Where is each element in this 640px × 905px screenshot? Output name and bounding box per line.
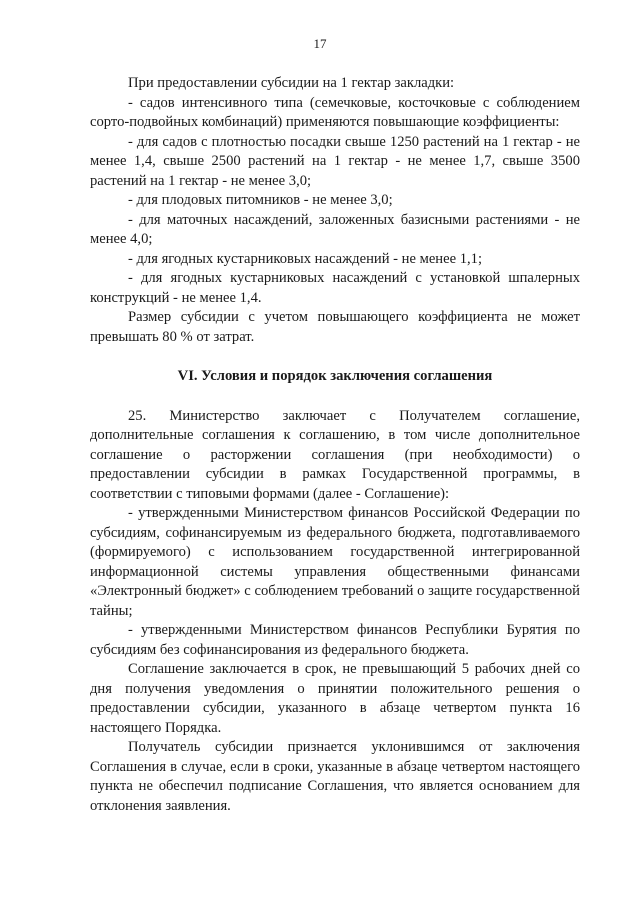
paragraph: - садов интенсивного типа (семечковые, косточковые с соблюдением сорто-подвойных комбинаций) применяются повышающие коэффициенты: bbox=[90, 94, 580, 130]
paragraph: Получатель субсидии признается уклонившимся от заключения Соглашения в случае, если в сроки, указанные в абзаце четвертом настоящего пункта не обеспечил подписание Соглашения, что является основанием для отклонения заявления. bbox=[90, 739, 580, 814]
section-heading: VI. Условия и порядок заключения соглашения bbox=[177, 368, 493, 384]
paragraph: Соглашение заключается в срок, не превышающий 5 рабочих дней со дня получения уведомления о принятии положительного решения о предоставлении субсидии, указанного в абзаце четвертом пункта 16 настоящего Порядка. bbox=[90, 661, 580, 736]
paragraph: - для ягодных кустарниковых насаждений с установкой шпалерных конструкций - не менее 1,4. bbox=[90, 270, 580, 306]
page-number: 17 bbox=[313, 36, 327, 51]
paragraph: - для ягодных кустарниковых насаждений - не менее 1,1; bbox=[128, 250, 483, 267]
paragraph: - утвержденными Министерством финансов Российской Федерации по субсидиям, софинансируемым из федерального бюджета, подготавливаемого (формируемого) с использованием государственной интегрированной информационной системы управления общественными финансами «Электронный бюджет» с соблюдением требований о защите государственной тайны; bbox=[90, 505, 580, 619]
paragraph: - для маточных насаждений, заложенных базисными растениями - не менее 4,0; bbox=[90, 211, 580, 247]
paragraph: - для плодовых питомников - не менее 3,0; bbox=[128, 192, 393, 208]
paragraph: При предоставлении субсидии на 1 гектар закладки: bbox=[128, 75, 455, 91]
paragraph: 25. Министерство заключает с Получателем соглашение, дополнительные соглашения к соглашению, в том числе дополнительное соглашение о расторжении соглашения (при необходимости) о предоставлении субсидии в рамках Государственной программы, в соответствии с типовыми формами (далее - Соглашение): bbox=[90, 407, 580, 502]
paragraph: - утвержденными Министерством финансов Республики Бурятия по субсидиям без софинансирования из федерального бюджета. bbox=[90, 622, 580, 658]
paragraph: - для садов с плотностью посадки свыше 1250 растений на 1 гектар - не менее 1,4, свыше 2500 растений на 1 гектар - не менее 1,7, свыше 3500 растений на 1 гектар - не менее 3,0; bbox=[90, 133, 580, 189]
paragraph: Размер субсидии с учетом повышающего коэффициента не может превышать 80 % от затрат. bbox=[90, 309, 580, 345]
document-body bbox=[90, 74, 580, 816]
